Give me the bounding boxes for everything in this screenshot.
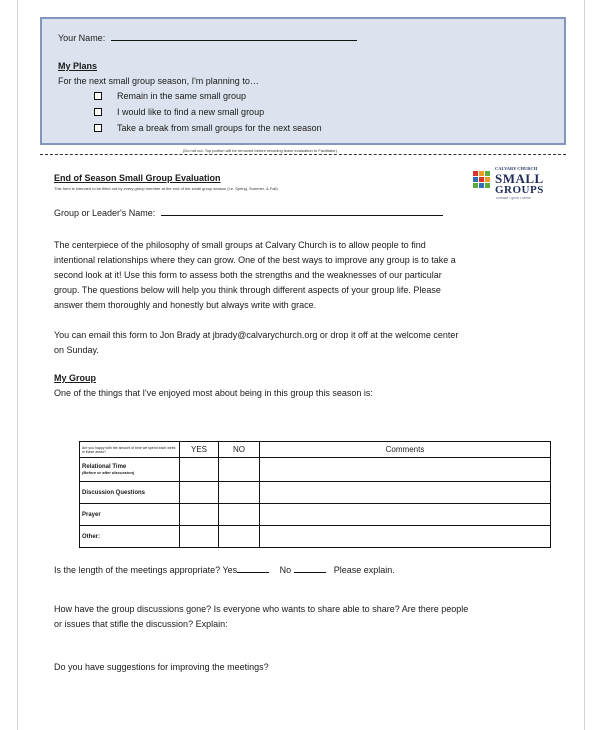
row-relational-label: Relational Time xyxy=(82,464,127,470)
evaluation-title: End of Season Small Group Evaluation xyxy=(54,173,221,183)
q1-no-field[interactable] xyxy=(294,572,326,573)
cell-other-comments[interactable] xyxy=(260,526,551,548)
cell-discussion-yes[interactable] xyxy=(180,482,219,504)
header-comments: Comments xyxy=(260,442,551,458)
your-name-field[interactable] xyxy=(111,40,357,41)
cell-prayer-no[interactable] xyxy=(219,504,260,526)
leader-name-row xyxy=(54,208,443,218)
email-line-2: on Sunday. xyxy=(54,345,99,355)
q1-no-label: No xyxy=(279,565,292,575)
cut-note: (Do not cut. Top portion will be removed before returning leave evaluation to Facilitator) xyxy=(183,148,338,153)
email-paragraph xyxy=(54,328,458,358)
cell-other-no[interactable] xyxy=(219,526,260,548)
row-relational-sublabel: (Before or after discussion) xyxy=(82,470,135,475)
cell-prayer-comments[interactable] xyxy=(260,504,551,526)
my-plans-box xyxy=(40,17,566,145)
cell-other-yes[interactable] xyxy=(180,526,219,548)
your-name-row xyxy=(58,33,357,43)
logo-square-blue2-icon xyxy=(479,183,484,188)
q2-line-2: or issues that stifle the discussion? Explain: xyxy=(54,619,228,629)
document-page xyxy=(17,0,585,730)
evaluation-subtitle: This form is intended to be filled out by every group member at the end of the small group season (i.e. Spring, Summer, & Fall) xyxy=(54,186,278,191)
table-header-row xyxy=(80,442,551,458)
intro-line-1: The centerpiece of the philosophy of small groups at Calvary Church is to allow people to find xyxy=(54,240,426,250)
my-plans-heading: My Plans xyxy=(58,61,98,71)
cell-prayer-yes[interactable] xyxy=(180,504,219,526)
checkbox-same-group[interactable] xyxy=(94,92,102,100)
leader-name-label: Group or Leader's Name: xyxy=(54,208,156,218)
q1-explain: Please explain. xyxy=(333,565,395,575)
my-plans-intro: For the next small group season, I'm planning to… xyxy=(58,76,259,86)
intro-line-2: intentional relationships where they can grow. One of the best ways to improve any group is to take a xyxy=(54,255,456,265)
logo-square-red-icon xyxy=(473,171,478,176)
cut-line-divider xyxy=(40,154,566,155)
q1-text: Is the length of the meetings appropriate? Yes xyxy=(54,565,238,575)
logo-square-green-icon xyxy=(485,171,490,176)
row-prayer-label: Prayer xyxy=(80,504,180,526)
row-label-relational xyxy=(80,458,180,482)
logo-groups: GROUPS xyxy=(495,184,544,196)
table-row xyxy=(80,526,551,548)
cell-discussion-no[interactable] xyxy=(219,482,260,504)
cell-relational-yes[interactable] xyxy=(180,458,219,482)
calvary-small-groups-logo xyxy=(473,163,568,201)
my-group-prompt: One of the things that I've enjoyed most about being in this group this season is: xyxy=(54,388,373,398)
option-new-group: I would like to find a new small group xyxy=(117,107,265,117)
logo-square-red2-icon xyxy=(479,177,484,182)
question-discussions xyxy=(54,602,468,632)
logo-church: CALVARY CHURCH xyxy=(495,166,538,171)
logo-small: SMALL xyxy=(495,171,544,186)
your-name-label: Your Name: xyxy=(58,33,106,43)
leader-name-field[interactable] xyxy=(161,215,443,216)
checkbox-new-group[interactable] xyxy=(94,108,102,116)
cell-relational-comments[interactable] xyxy=(260,458,551,482)
logo-square-green2-icon xyxy=(473,183,478,188)
intro-line-3: second look at it! Use this form to assess both the strengths and the weaknesses of our particular xyxy=(54,270,442,280)
option-take-break: Take a break from small groups for the next season xyxy=(117,123,322,133)
my-group-heading: My Group xyxy=(54,373,96,383)
table-row xyxy=(80,504,551,526)
header-no: NO xyxy=(219,442,260,458)
header-yes: YES xyxy=(180,442,219,458)
table-row xyxy=(80,482,551,504)
logo-tagline: connect • grow • serve xyxy=(496,196,531,200)
intro-line-5: answer them thoroughly and honestly but always write with grace. xyxy=(54,300,317,310)
option-same-group: Remain in the same small group xyxy=(117,91,247,101)
email-line-1: You can email this form to Jon Brady at jbrady@calvarychurch.org or drop it off at the welcome center xyxy=(54,330,459,340)
table-corner-header: Are you happy with the amount of time we spend each week in these areas? xyxy=(80,442,180,458)
q1-yes-field[interactable] xyxy=(237,572,269,573)
table-row xyxy=(80,458,551,482)
intro-paragraph xyxy=(54,238,456,313)
row-discussion-label: Discussion Questions xyxy=(80,482,180,504)
q2-line-1: How have the group discussions gone? Is everyone who wants to share able to share? Are there people xyxy=(54,604,469,614)
logo-square-orange2-icon xyxy=(485,177,490,182)
logo-square-blue-icon xyxy=(473,177,478,182)
question-meeting-length xyxy=(54,565,395,575)
question-suggestions: Do you have suggestions for improving the meetings? xyxy=(54,662,269,672)
cell-discussion-comments[interactable] xyxy=(260,482,551,504)
logo-square-orange-icon xyxy=(479,171,484,176)
cell-relational-no[interactable] xyxy=(219,458,260,482)
row-other-label: Other: xyxy=(80,526,180,548)
time-evaluation-table xyxy=(79,441,551,548)
intro-line-4: group. The questions below will help you think through different aspects of your group life. Please xyxy=(54,285,441,295)
checkbox-take-break[interactable] xyxy=(94,124,102,132)
logo-square-green3-icon xyxy=(485,183,490,188)
